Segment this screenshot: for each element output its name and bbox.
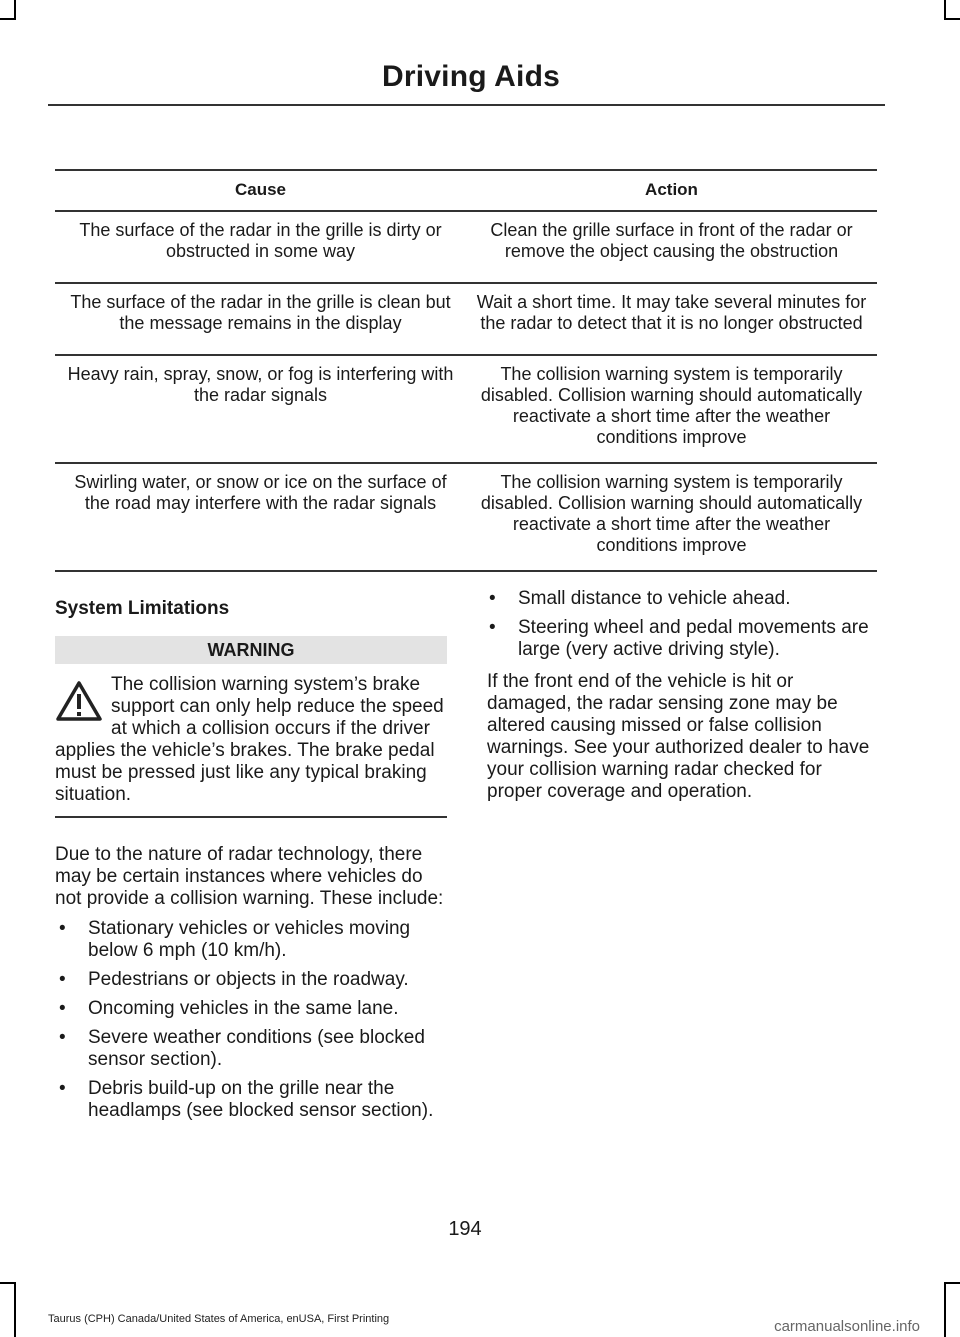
cause-cell: Heavy rain, spray, snow, or fog is interfering with the radar signals [55,355,466,463]
table-row [55,283,877,355]
table-row [55,355,877,463]
closing-paragraph: If the front end of the vehicle is hit or damaged, the radar sensing zone may be altered causing missed or false collision warnings. See your authorized dealer to have your collision warning radar checked for proper coverage and operation. [487,671,870,802]
left-column [55,598,447,1129]
crop-mark [944,1282,946,1337]
list-item: • Severe weather conditions (see blocked sensor section). [55,1027,447,1071]
crop-mark [944,1282,960,1284]
action-cell: The collision warning system is temporarily disabled. Collision warning should automatically reactivate a short time after the weather conditions improve [466,355,877,463]
header-divider [48,104,885,106]
crop-mark [944,18,960,20]
crop-mark [0,1282,16,1284]
action-cell: Wait a short time. It may take several minutes for the radar to detect that it is no longer obstructed [466,283,877,355]
column-header-action: Action [466,170,877,211]
crop-mark [14,0,16,20]
cause-action-table [55,169,877,572]
right-column [485,588,880,803]
warning-triangle-icon [55,680,103,722]
crop-mark [0,18,16,20]
list-item: • Pedestrians or objects in the roadway. [55,969,447,991]
cause-cell: The surface of the radar in the grille is clean but the message remains in the display [55,283,466,355]
warning-box [55,674,447,818]
table-header-row [55,170,877,211]
list-item: • Steering wheel and pedal movements are large (very active driving style). [485,617,880,661]
list-item: • Oncoming vehicles in the same lane. [55,998,447,1020]
table-row [55,463,877,571]
section-heading: System Limitations [55,598,230,619]
action-cell: The collision warning system is temporarily disabled. Collision warning should automatically reactivate a short time after the weather conditions improve [466,463,877,571]
action-cell: Clean the grille surface in front of the radar or remove the object causing the obstruction [466,211,877,283]
page-title: Driving Aids [382,60,560,93]
warning-text: The collision warning system’s brake support can only help reduce the speed at which a collision occurs if the driver applies the vehicle’s brakes. The brake pedal must be pressed just like any typical braking situation. [55,674,444,805]
list-item: • Stationary vehicles or vehicles moving below 6 mph (10 km/h). [55,918,447,962]
list-item: • Small distance to vehicle ahead. [485,588,880,610]
cause-cell: Swirling water, or snow or ice on the surface of the road may interfere with the radar signals [55,463,466,571]
page-number: 194 [448,1218,482,1240]
limitations-list-continued [485,588,880,661]
table-row [55,211,877,283]
list-item: • Debris build-up on the grille near the headlamps (see blocked sensor section). [55,1078,447,1122]
crop-mark [944,0,946,20]
watermark: carmanualsonline.info [774,1318,920,1335]
warning-label: WARNING [55,636,447,664]
limitations-list [55,918,447,1122]
footer-text: Taurus (CPH) Canada/United States of America, enUSA, First Printing [48,1313,390,1325]
crop-mark [14,1282,16,1337]
cause-cell: The surface of the radar in the grille is dirty or obstructed in some way [55,211,466,283]
intro-paragraph: Due to the nature of radar technology, there may be certain instances where vehicles do not provide a collision warning. These include: [55,844,444,909]
column-header-cause: Cause [55,170,466,211]
